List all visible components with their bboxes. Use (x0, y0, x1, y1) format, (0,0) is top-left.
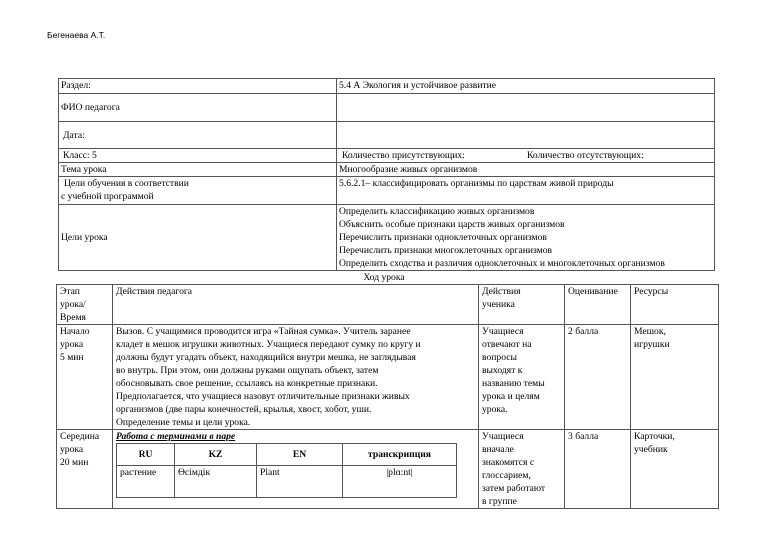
lesson-goal-item: Перечислить признаки одноклеточных организмов (339, 232, 547, 243)
term-en: Plant (257, 466, 343, 498)
teacher-text-line: Определение темы и цели урока. (116, 417, 251, 428)
student-actions-middle (479, 430, 565, 509)
lesson-goal-item: Объяснить особые признаки царств живых организмов (339, 219, 565, 230)
teacher-text-line: Вызов. С учащимися проводится игра «Тайная сумка». Учитель заранее (116, 326, 411, 337)
goals-label (59, 177, 337, 205)
assessment-header: Оценивание (565, 285, 631, 325)
student-actions-header (479, 285, 565, 325)
lesson-goal-item: Определить сходства и различия одноклеточных и многоклеточных организмов (339, 258, 665, 269)
row-goals (59, 177, 715, 205)
stage-middle (57, 430, 113, 509)
lesson-goals-label: Цели урока (59, 205, 337, 271)
goals-label-line-2: с учебной программой (61, 191, 154, 202)
resource-line: учебник (634, 444, 668, 455)
goals-value: 5.6.2.1– классифицировать организмы по царствам живой природы (337, 177, 715, 205)
terms-header-transcription: транскрипция (343, 444, 457, 466)
student-text-line: глоссарием, (482, 470, 531, 481)
terms-header-ru: RU (117, 444, 175, 466)
lesson-goal-item: Определить классификацию живых организмов (339, 206, 535, 217)
stage-header-line: Время (60, 312, 86, 323)
terms-header-kz: KZ (175, 444, 257, 466)
date-value (337, 122, 715, 149)
row-razdel (59, 79, 715, 94)
row-fio (59, 94, 715, 122)
resources-start (631, 325, 719, 430)
fio-label: ФИО педагога (59, 94, 337, 122)
teacher-actions-start (113, 325, 479, 430)
student-text-line: знакомятся с (482, 457, 535, 468)
resource-line: Карточки, (634, 431, 675, 442)
stage-line: Начало (60, 326, 90, 337)
lesson-progress-table (56, 284, 719, 509)
lesson-goal-item: Перечислить признаки многоклеточных организмов (339, 245, 553, 256)
row-class (59, 149, 715, 163)
stage-line: урока (60, 444, 84, 455)
topic-value: Многообразие живых организмов (337, 163, 715, 177)
lesson-goals-list (337, 205, 715, 271)
student-text-line: вначале (482, 444, 514, 455)
terms-header-row (117, 444, 457, 466)
student-header-line: Действия (482, 286, 521, 297)
teacher-actions-middle (113, 430, 479, 509)
stage-start (57, 325, 113, 430)
progress-row-start (57, 325, 719, 430)
teacher-text-line: Предполагается, что учащиеся назовут отличительные признаки живых (116, 391, 410, 402)
task-title: Работа с терминами в паре (116, 431, 236, 442)
assessment-middle: 3 балла (565, 430, 631, 509)
terms-table (116, 443, 457, 498)
lesson-progress-caption: Ход урока (363, 272, 405, 283)
teacher-text-line: должны будут угадать объект, находящийся внутри мешка, не заглядывая (116, 352, 416, 363)
razdel-label: Раздел: (59, 79, 337, 94)
stage-line: Середина (60, 431, 100, 442)
fio-value (337, 94, 715, 122)
stage-header-line: урока/ (60, 299, 86, 310)
date-label: Дата: (59, 122, 337, 149)
terms-row (117, 466, 457, 498)
student-header-line: ученика (482, 299, 515, 310)
attendance-cell (337, 149, 715, 163)
student-text-line: урока и целям (482, 391, 540, 402)
student-text-line: выходят к (482, 365, 523, 376)
row-lesson-goals (59, 205, 715, 271)
stage-line: 5 мин (60, 352, 84, 363)
progress-header-row (57, 285, 719, 325)
stage-line: урока (60, 339, 84, 350)
resources-middle (631, 430, 719, 509)
term-ru: растение (117, 466, 175, 498)
author-name: Бегенаева А.Т. (47, 30, 106, 40)
assessment-start: 2 балла (565, 325, 631, 430)
student-text-line: урока. (482, 404, 508, 415)
student-text-line: затем работают (482, 483, 546, 494)
term-transcription: |plɑ:nt| (343, 466, 457, 498)
terms-header-en: EN (257, 444, 343, 466)
term-kz: Өсімдік (175, 466, 257, 498)
student-text-line: в группе (482, 496, 517, 507)
absent-label: Количество отсутствующих: (527, 150, 644, 161)
row-date (59, 122, 715, 149)
resource-line: Мешок, (634, 326, 666, 337)
stage-header (57, 285, 113, 325)
student-text-line: вопросы (482, 352, 517, 363)
student-text-line: Учащиеся (482, 326, 524, 337)
student-text-line: Учащиеся (482, 431, 524, 442)
class-label: Класс: 5 (59, 149, 337, 163)
teacher-actions-header: Действия педагога (113, 285, 479, 325)
present-label: Количество присутствующих: (342, 150, 465, 161)
teacher-text-line: кладет в мешок игрушки животных. Учащиеся передают сумку по кругу и (116, 339, 421, 350)
student-text-line: названию темы (482, 378, 545, 389)
lesson-plan-table (58, 78, 715, 271)
student-text-line: отвечают на (482, 339, 532, 350)
stage-header-line: Этап (60, 286, 80, 297)
student-actions-start (479, 325, 565, 430)
razdel-value: 5.4 А Экология и устойчивое развитие (337, 79, 715, 94)
progress-row-middle (57, 430, 719, 509)
goals-label-line-1: Цели обучения в соответствии (64, 178, 189, 189)
teacher-text-line: организмов (две пары конечностей, крылья, хвост, хобот, уши. (116, 404, 372, 415)
teacher-text-line: обосновывать свое решение, ссылаясь на конкретные признаки. (116, 378, 378, 389)
resources-header: Ресурсы (631, 285, 719, 325)
topic-label: Тема урока (59, 163, 337, 177)
teacher-text-line: во внутрь. При этом, они должны руками ощупать объект, затем (116, 365, 379, 376)
stage-line: 20 мин (60, 457, 89, 468)
resource-line: игрушки (634, 339, 670, 350)
row-topic (59, 163, 715, 177)
